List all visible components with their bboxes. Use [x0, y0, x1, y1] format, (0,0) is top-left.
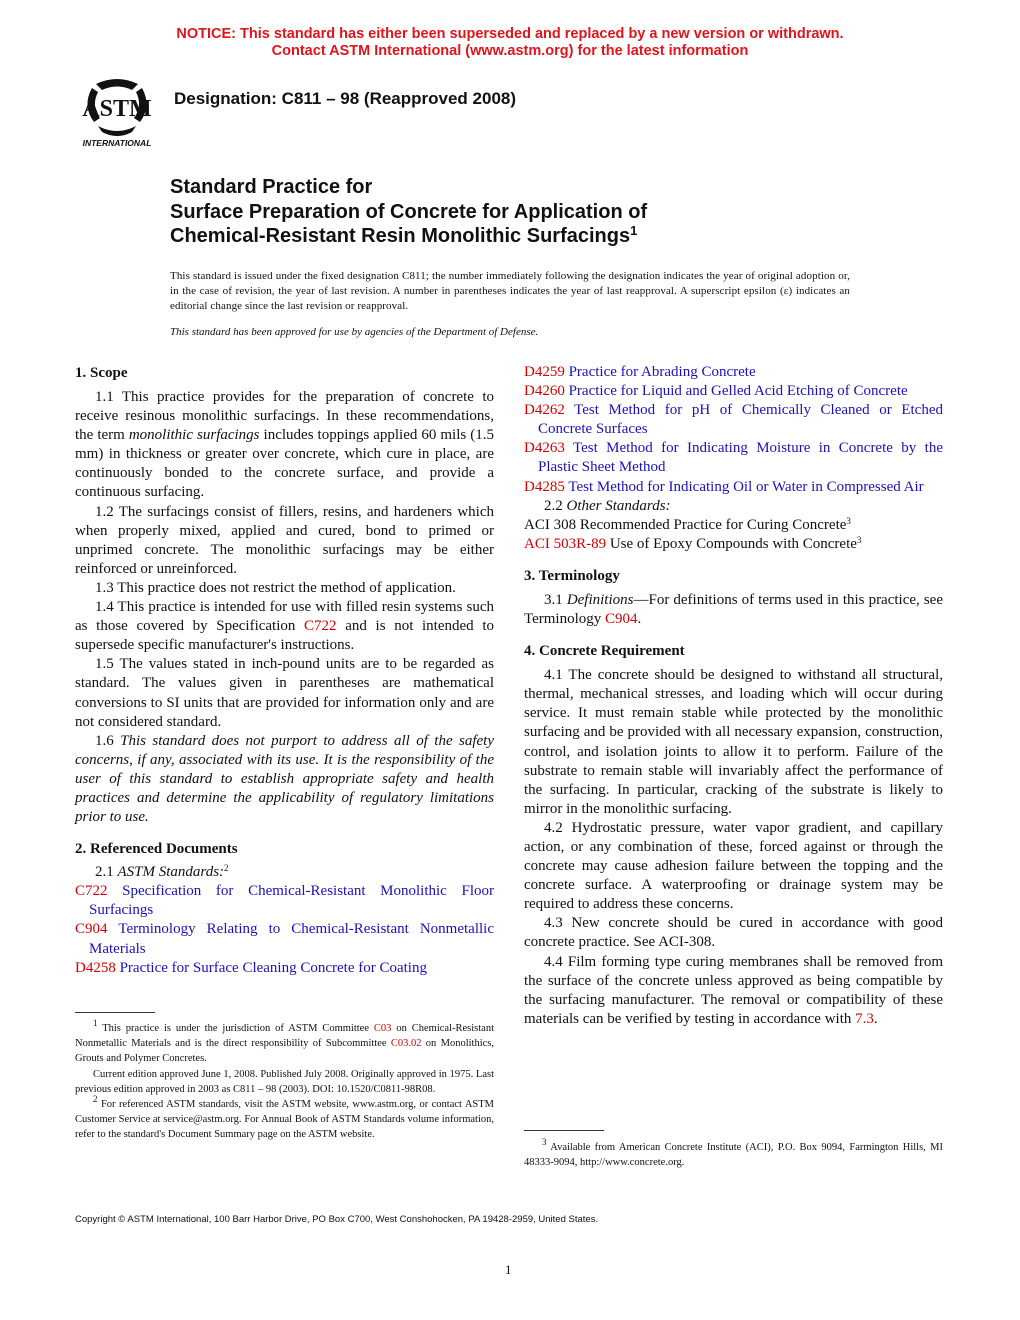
dod-approval: This standard has been approved for use by agencies of the Department of Defense. [170, 326, 539, 338]
footnote-3: $^3$ Available from American Concrete Institute (ACI), P.O. Box 9094, Farmington Hills, MI 48333-9094, http://www.concrete.org. [524, 1137, 943, 1169]
section-concrete-heading: 4. Concrete Requirement [524, 643, 685, 660]
withdrawal-notice-line2: Contact ASTM International (www.astm.org) for the latest information [271, 43, 749, 59]
ref-aci308: ACI 308 Recommended Practice for Curing Concrete$^3$ [524, 515, 851, 533]
para-1-2: 1.2 The surfacings consist of fillers, resins, and hardeners which when properly mixed, applied and cured, bond to primed or unprimed concrete. The monolithic surfacings may be either reinforced or unreinforced. [75, 503, 494, 577]
title-footnote-mark: 1 [630, 223, 638, 238]
link-c03-02[interactable]: C03.02 [390, 1038, 422, 1050]
left-column [75, 364, 494, 978]
ref-c722[interactable]: C722 Specification for Chemical-Resistant Monolithic Floor Surfacings [75, 883, 494, 919]
document-title [170, 175, 647, 249]
copyright: Copyright © ASTM International, 100 Barr Harbor Drive, PO Box C700, West Conshohocken, PA 19428-2959, United States. [75, 1214, 599, 1225]
link-7-3[interactable]: 7.3 [855, 1010, 874, 1027]
logo-text: ASTM [82, 96, 152, 122]
astm-logo [74, 76, 160, 148]
designation: Designation: C811 – 98 (Reapproved 2008) [174, 89, 517, 108]
ref-aci503[interactable]: ACI 503R-89 Use of Epoxy Compounds with Concrete$^3$ [524, 534, 862, 552]
page-number: 1 [505, 1262, 512, 1277]
footnotes-right [524, 1137, 943, 1170]
link-c904[interactable]: C904 [605, 611, 638, 628]
ref-d4262[interactable]: D4262 Test Method for pH of Chemically Cleaned or Etched Concrete Surfaces [524, 402, 943, 438]
section-referenced-heading: 2. Referenced Documents [75, 841, 238, 858]
title-line2: Surface Preparation of Concrete for Application of [170, 200, 648, 223]
link-c722[interactable]: C722 [304, 618, 337, 635]
footnotes-left [75, 1018, 494, 1143]
para-4-3: 4.3 New concrete should be cured in accordance with good concrete practice. See ACI-308. [524, 915, 943, 951]
ref-d4258[interactable]: D4258 Practice for Surface Cleaning Concrete for Coating [75, 959, 427, 976]
para-2-2: 2.2 Other Standards: [544, 497, 671, 514]
ref-d4259[interactable]: D4259 Practice for Abrading Concrete [524, 364, 756, 380]
ref-d4285[interactable]: D4285 Test Method for Indicating Oil or Water in Compressed Air [524, 478, 924, 495]
para-1-3: 1.3 This practice does not restrict the method of application. [95, 579, 456, 596]
footnote-2: $^2$ For referenced ASTM standards, visit the ASTM website, www.astm.org, or contact ASTM Customer Service at service@astm.org. For Annual Book of ASTM Standards volume information, refer to the standard's Document Summary page on the ASTM website. [75, 1094, 494, 1141]
section-scope-heading: 1. Scope [75, 365, 128, 381]
withdrawal-notice-line1: NOTICE: This standard has either been superseded and replaced by a new version or withdrawn. [176, 26, 844, 42]
para-4-2: 4.2 Hydrostatic pressure, water vapor gradient, and capillary action, or any combination of these, forced against or through the concrete may cause adhesion failure between the topping and the concrete surface. A waterproofing or drainage system may be required to address these concerns. [524, 819, 943, 913]
para-1-6: 1.6 This standard does not purport to address all of the safety concerns, if any, associated with its use. It is the responsibility of the user of this standard to establish appropriate safety and health practices and determine the applicability of regulatory limitations prior to use. [75, 732, 495, 826]
title-line3: Chemical-Resistant Resin Monolithic Surfacings$^1$ [170, 223, 638, 247]
para-1-4: 1.4 This practice is intended for use with filled resin systems such as those covered by Specification C722 and is not intended to supersede specific manufacturer's instructions. [75, 599, 494, 654]
link-c03[interactable]: C03 [373, 1023, 392, 1034]
preamble: This standard is issued under the fixed designation C811; the number immediately following the designation indicates the year of original adoption or, in the case of revision, the year of last revision. A number in parentheses indicates the year of last reapproval. A superscript epsilon (ε) indicates an editorial change since the last revision or reapproval. [170, 270, 850, 312]
ref-d4263[interactable]: D4263 Test Method for Indicating Moisture in Concrete by the Plastic Sheet Method [524, 440, 943, 476]
section-terminology-heading: 3. Terminology [524, 567, 620, 584]
footnote-rule-left [75, 1012, 155, 1013]
para-2-1: 2.1 ASTM Standards:$^2$ [95, 863, 229, 881]
right-column [524, 363, 943, 1029]
para-4-1: 4.1 The concrete should be designed to withstand all structural, thermal, mechanical stresses, and loading which will occur during service. It must remain stable while protected by the monolithic surfacing and be provided with all necessary expansion, construction, control, and isolation joints to allow it to perform. Failure of the substrate to remain stable will invariably affect the performance of the surfacing. In particular, cracking of the substrate is likely to mirror in the monolithic surfacing. [524, 667, 943, 817]
para-1-5: 1.5 The values stated in inch-pound units are to be regarded as standard. The values given in parentheses are mathematical conversions to SI units that are provided for information only and are not considered standard. [75, 656, 494, 730]
logo-subtext: INTERNATIONAL [82, 138, 152, 148]
footnote-1: $^1$ This practice is under the jurisdiction of ASTM Committee C03 on Chemical-Resistant Nonmetallic Materials and is the direct responsibility of Subcommittee C03.02 on Monolithics, Grouts and Polymer Concretes. [75, 1018, 494, 1065]
ref-c904[interactable]: C904 Terminology Relating to Chemical-Resistant Nonmetallic Materials [75, 921, 494, 957]
footnote-rule-right [524, 1130, 604, 1131]
astm-logo-graphic [74, 76, 160, 148]
para-3-1: 3.1 Definitions—For definitions of terms used in this practice, see Terminology C904. [524, 591, 943, 628]
ref-d4260[interactable]: D4260 Practice for Liquid and Gelled Acid Etching of Concrete [524, 383, 908, 400]
para-1-1: 1.1 This practice provides for the preparation of concrete to receive resinous monolithic surfacings. In these recommendations, the term monolithic surfacings includes toppings applied 60 mils (1.5 mm) in thickness or greater over concrete, which cure in place, are continuously bonded to the concrete surface, and provide a continuous surfacing. [75, 389, 494, 501]
para-4-4: 4.4 Film forming type curing membranes shall be removed from the surface of the concrete unless approved as being compatible by the surfacing manufacturer. The removal or compatibility of these materials can be verified by testing in accordance with 7.3. [524, 953, 943, 1027]
title-line1: Standard Practice for [170, 176, 373, 198]
footnote-1-edition: Current edition approved June 1, 2008. Published July 2008. Originally approved in 1975. Last previous edition approved in 2003 as C811 – 98 (2003). DOI: 10.1520/C0811-98R08. [75, 1068, 494, 1095]
